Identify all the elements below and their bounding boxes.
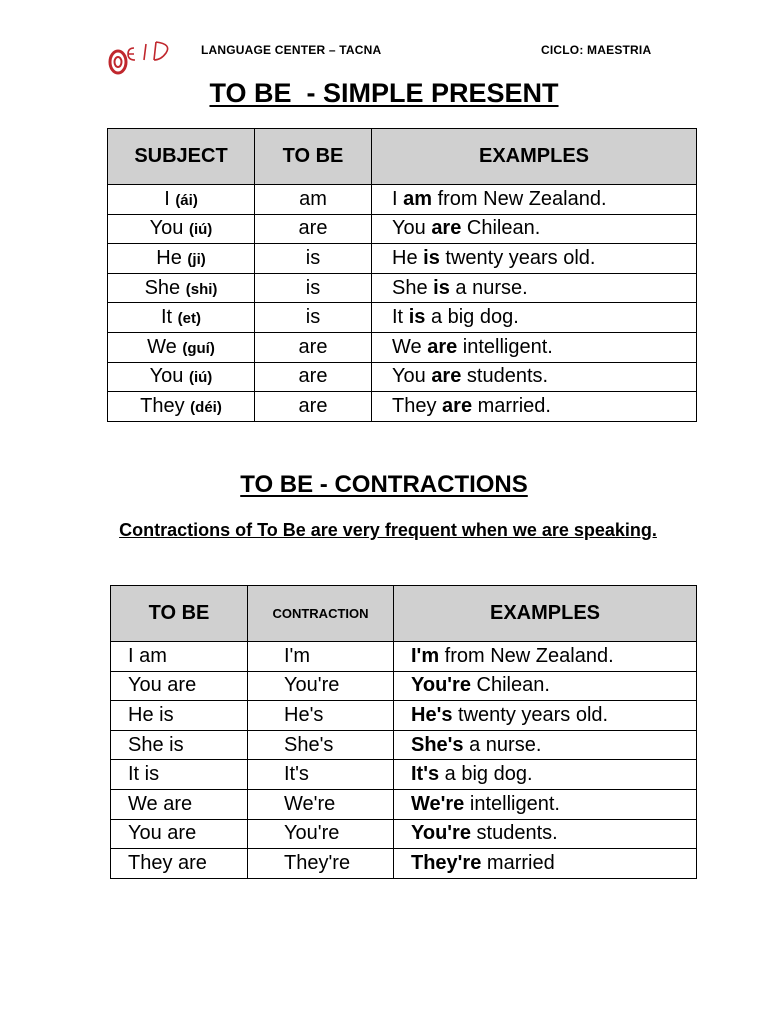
- example-cell: [372, 332, 697, 362]
- example-cell: [372, 244, 697, 274]
- example-cell: [372, 303, 697, 333]
- verb-cell: am: [255, 185, 372, 215]
- table-row: [108, 244, 697, 274]
- example-rest: intelligent.: [462, 335, 553, 358]
- table-row: [111, 789, 697, 819]
- example-rest: from New Zealand.: [437, 187, 607, 210]
- pronunciation: (ji): [187, 250, 206, 268]
- pronunciation: (guí): [182, 339, 215, 357]
- table-row: [108, 332, 697, 362]
- example-verb: is: [408, 306, 426, 329]
- example-contraction: You're: [411, 674, 471, 697]
- example-contraction: You're: [411, 822, 471, 845]
- subject-cell: [108, 273, 255, 303]
- contraction-cell: You're: [248, 819, 394, 849]
- subject-word: They: [140, 394, 185, 417]
- example-rest: from New Zealand.: [444, 644, 614, 667]
- subject-cell: [108, 214, 255, 244]
- table-row: [111, 730, 697, 760]
- example-rest: intelligent.: [469, 792, 560, 815]
- example-rest: married: [486, 851, 555, 874]
- contractions-subtitle: Contractions of To Be are very frequent when we are speaking.: [119, 520, 657, 540]
- contractions-table: [110, 585, 697, 879]
- ceid-logo: [106, 38, 186, 76]
- example-cell: [372, 362, 697, 392]
- example-cell: [394, 701, 697, 731]
- subject-cell: [108, 362, 255, 392]
- example-rest: students.: [466, 365, 549, 388]
- table-row: [111, 819, 697, 849]
- cycle-label: CICLO: MAESTRIA: [541, 43, 652, 57]
- column-header-examples: EXAMPLES: [394, 586, 697, 642]
- example-rest: a big dog.: [430, 306, 519, 329]
- example-verb: am: [403, 187, 433, 210]
- subject-word: We: [147, 335, 177, 358]
- verb-cell: is: [255, 244, 372, 274]
- column-header-examples: EXAMPLES: [372, 129, 697, 185]
- example-rest: twenty years old.: [445, 246, 596, 269]
- example-rest: a big dog.: [444, 763, 533, 786]
- example-subject: She: [392, 276, 428, 299]
- example-rest: students.: [476, 822, 558, 845]
- example-cell: [394, 671, 697, 701]
- example-subject: He: [392, 246, 418, 269]
- example-cell: [394, 730, 697, 760]
- example-cell: [372, 214, 697, 244]
- example-subject: We: [392, 335, 422, 358]
- contraction-cell: She's: [248, 730, 394, 760]
- contraction-cell: He's: [248, 701, 394, 731]
- contraction-cell: You're: [248, 671, 394, 701]
- table-row: [111, 760, 697, 790]
- pronunciation: (iú): [188, 369, 213, 387]
- pronunciation: (ái): [175, 191, 198, 209]
- column-header-to-be: TO BE: [111, 586, 248, 642]
- example-rest: married.: [477, 394, 551, 417]
- table-row: [108, 185, 697, 215]
- full-form-cell: It is: [111, 760, 248, 790]
- simple-present-table: [107, 128, 697, 422]
- example-subject: They: [392, 394, 437, 417]
- example-rest: a nurse.: [469, 733, 542, 756]
- example-subject: You: [392, 365, 426, 388]
- example-rest: twenty years old.: [458, 703, 609, 726]
- column-header-subject: SUBJECT: [108, 129, 255, 185]
- subject-cell: [108, 392, 255, 422]
- table-row: [111, 849, 697, 879]
- example-contraction: I'm: [411, 644, 440, 667]
- table-row: [111, 671, 697, 701]
- full-form-cell: You are: [111, 819, 248, 849]
- contraction-cell: They're: [248, 849, 394, 879]
- table-row: [108, 214, 697, 244]
- subject-cell: [108, 303, 255, 333]
- example-rest: Chilean.: [476, 674, 550, 697]
- contraction-cell: I'm: [248, 642, 394, 672]
- table-header-row: [111, 586, 697, 642]
- verb-cell: are: [255, 392, 372, 422]
- table-row: [108, 273, 697, 303]
- verb-cell: are: [255, 214, 372, 244]
- subject-word: I: [164, 187, 170, 210]
- example-verb: is: [423, 246, 440, 269]
- example-subject: I: [392, 187, 398, 210]
- example-rest: Chilean.: [466, 217, 541, 240]
- example-cell: [394, 789, 697, 819]
- example-contraction: He's: [411, 703, 453, 726]
- verb-cell: is: [255, 303, 372, 333]
- example-subject: You: [392, 217, 426, 240]
- example-subject: It: [392, 306, 404, 329]
- example-cell: [372, 392, 697, 422]
- subject-cell: [108, 244, 255, 274]
- example-verb: are: [431, 365, 462, 388]
- full-form-cell: You are: [111, 671, 248, 701]
- example-contraction: It's: [411, 763, 440, 786]
- table-row: [111, 701, 697, 731]
- example-verb: are: [442, 394, 473, 417]
- full-form-cell: They are: [111, 849, 248, 879]
- document-header: [0, 36, 768, 76]
- example-cell: [394, 760, 697, 790]
- section-title-contractions: TO BE - CONTRACTIONS: [240, 471, 528, 498]
- verb-cell: are: [255, 332, 372, 362]
- subject-word: You: [149, 217, 184, 240]
- table-row: [108, 303, 697, 333]
- verb-cell: are: [255, 362, 372, 392]
- subject-word: You: [149, 365, 184, 388]
- full-form-cell: She is: [111, 730, 248, 760]
- example-verb: is: [433, 276, 450, 299]
- example-cell: [394, 642, 697, 672]
- pronunciation: (et): [177, 310, 201, 328]
- example-contraction: We're: [411, 792, 465, 815]
- subject-cell: [108, 332, 255, 362]
- pronunciation: (déi): [190, 398, 222, 416]
- column-header-contraction: CONTRACTION: [248, 586, 394, 642]
- full-form-cell: I am: [111, 642, 248, 672]
- pronunciation: (shi): [185, 280, 218, 298]
- table-row: [111, 642, 697, 672]
- example-verb: are: [427, 335, 458, 358]
- subject-cell: [108, 185, 255, 215]
- column-header-to-be: TO BE: [255, 129, 372, 185]
- contraction-cell: It's: [248, 760, 394, 790]
- example-rest: a nurse.: [455, 276, 528, 299]
- full-form-cell: We are: [111, 789, 248, 819]
- subject-word: He: [156, 246, 182, 269]
- table-header-row: [108, 129, 697, 185]
- full-form-cell: He is: [111, 701, 248, 731]
- verb-cell: is: [255, 273, 372, 303]
- example-cell: [372, 185, 697, 215]
- subject-word: She: [144, 276, 181, 299]
- language-center-name: LANGUAGE CENTER – TACNA: [201, 43, 382, 57]
- example-contraction: She's: [411, 733, 464, 756]
- table-row: [108, 362, 697, 392]
- pronunciation: (iú): [188, 221, 213, 239]
- example-cell: [394, 819, 697, 849]
- example-contraction: They're: [411, 851, 482, 874]
- subject-word: It: [160, 306, 173, 329]
- example-cell: [372, 273, 697, 303]
- table-row: [108, 392, 697, 422]
- example-verb: are: [431, 217, 462, 240]
- section-title-simple-present: TO BE - SIMPLE PRESENT: [209, 78, 559, 108]
- example-cell: [394, 849, 697, 879]
- contraction-cell: We're: [248, 789, 394, 819]
